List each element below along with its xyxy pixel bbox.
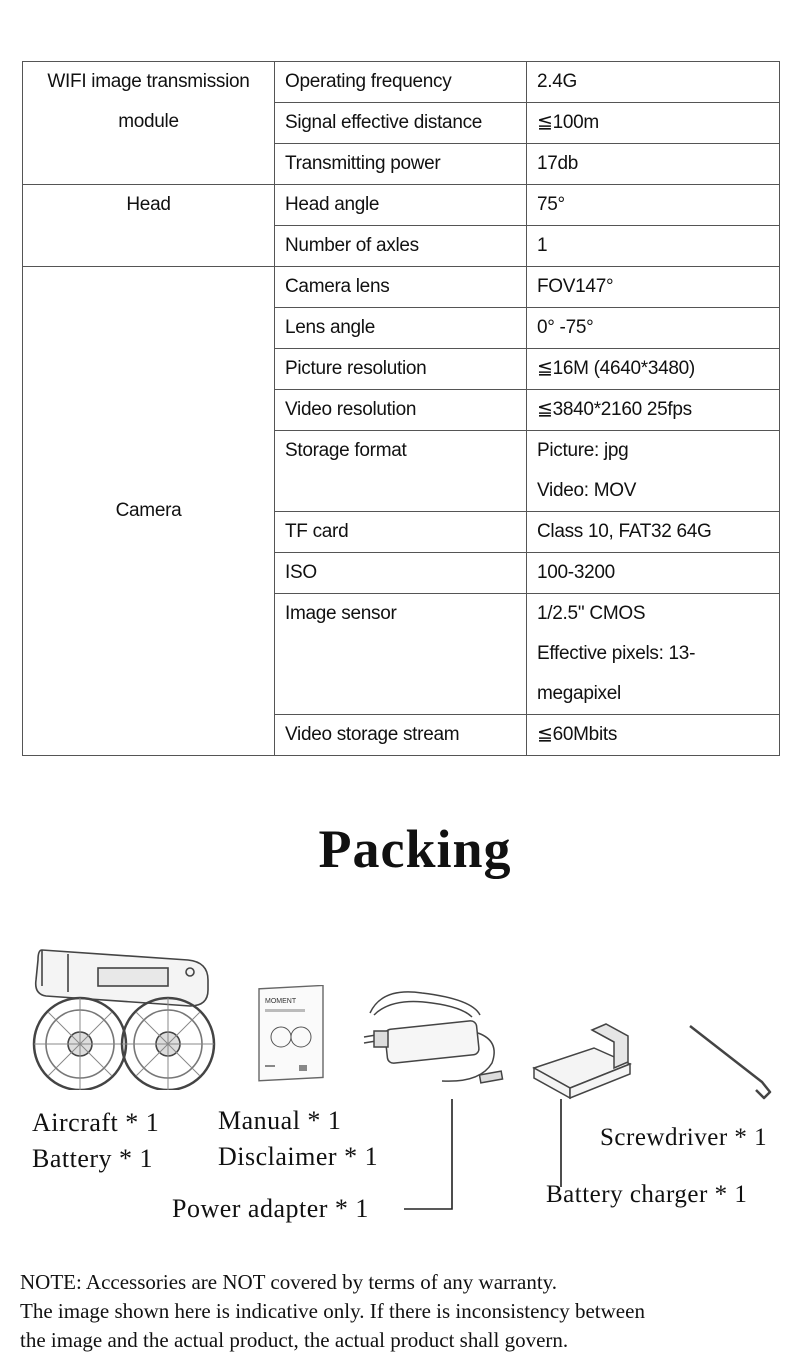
spec-param: ISO bbox=[275, 553, 527, 594]
label-manual: Manual * 1 bbox=[218, 1106, 342, 1135]
spec-value-line: Picture: jpg bbox=[537, 440, 629, 461]
spec-value-line: Effective pixels: 13-megapixel bbox=[537, 643, 696, 704]
spec-value: 0° -75° bbox=[527, 308, 780, 349]
spec-value bbox=[527, 594, 780, 715]
spec-value: 1 bbox=[527, 226, 780, 267]
label-aircraft: Aircraft * 1 bbox=[32, 1108, 160, 1137]
spec-group-name-line: module bbox=[118, 111, 179, 132]
label-screwdriver: Screwdriver * 1 bbox=[600, 1124, 768, 1151]
manual-illustration bbox=[255, 985, 327, 1083]
spec-param: Number of axles bbox=[275, 226, 527, 267]
spec-param: Video resolution bbox=[275, 390, 527, 431]
label-battery: Battery * 1 bbox=[32, 1144, 154, 1173]
spec-param: Signal effective distance bbox=[275, 103, 527, 144]
note-line-1: NOTE: Accessories are NOT covered by terms of any warranty. bbox=[20, 1270, 558, 1294]
spec-param: Head angle bbox=[275, 185, 527, 226]
spec-param bbox=[275, 431, 527, 512]
spec-value: ≦3840*2160 25fps bbox=[527, 390, 780, 431]
spec-param: Camera lens bbox=[275, 267, 527, 308]
spec-group-name bbox=[23, 267, 275, 756]
aircraft-illustration bbox=[28, 940, 218, 1090]
label-disclaimer: Disclaimer * 1 bbox=[218, 1142, 379, 1171]
spec-param: TF card bbox=[275, 512, 527, 553]
spec-value: ≦16M (4640*3480) bbox=[527, 349, 780, 390]
spec-value-line: Video: MOV bbox=[537, 480, 637, 501]
spec-param-text: Storage format bbox=[285, 440, 407, 461]
screwdriver-illustration bbox=[686, 1020, 776, 1100]
spec-param bbox=[275, 594, 527, 715]
spec-group-name-line: Camera bbox=[115, 500, 182, 521]
spec-group-name bbox=[23, 62, 275, 185]
label-battery-charger: Battery charger * 1 bbox=[546, 1181, 748, 1208]
spec-param: Operating frequency bbox=[275, 62, 527, 103]
spec-value-line: 1/2.5'' CMOS bbox=[537, 603, 646, 624]
spec-param: Lens angle bbox=[275, 308, 527, 349]
spec-group-name bbox=[23, 185, 275, 267]
spec-value: 17db bbox=[527, 144, 780, 185]
spec-param: Video storage stream bbox=[275, 715, 527, 756]
spec-value: ≦100m bbox=[527, 103, 780, 144]
spec-param-text: Image sensor bbox=[285, 603, 397, 624]
spec-value: 100-3200 bbox=[527, 553, 780, 594]
manual-cover-brand: MOMENT bbox=[265, 998, 297, 1005]
warranty-note bbox=[20, 1268, 800, 1355]
spec-value: ≦60Mbits bbox=[527, 715, 780, 756]
spec-table-body bbox=[23, 62, 780, 756]
power-adapter-illustration bbox=[362, 985, 512, 1095]
spec-param: Transmitting power bbox=[275, 144, 527, 185]
battery-charger-illustration bbox=[530, 1018, 635, 1100]
spec-group-name-line: WIFI image transmission bbox=[47, 71, 250, 92]
note-line-2: The image shown here is indicative only. If there is inconsistency between bbox=[20, 1299, 645, 1323]
spec-value: 2.4G bbox=[527, 62, 780, 103]
power-adapter-leader bbox=[404, 1099, 452, 1209]
note-line-3: the image and the actual product, the actual product shall govern. bbox=[20, 1328, 569, 1352]
spec-value bbox=[527, 431, 780, 512]
propeller-left bbox=[34, 998, 126, 1090]
spec-value: Class 10, FAT32 64G bbox=[527, 512, 780, 553]
spec-row bbox=[23, 185, 780, 226]
spec-row bbox=[23, 267, 780, 308]
spec-table bbox=[22, 61, 780, 756]
spec-value: 75° bbox=[527, 185, 780, 226]
packing-title: Packing bbox=[318, 819, 512, 879]
label-power-adapter: Power adapter * 1 bbox=[172, 1194, 369, 1223]
spec-value: FOV147° bbox=[527, 267, 780, 308]
spec-group-name-line: Head bbox=[126, 194, 171, 215]
propeller-right bbox=[122, 998, 214, 1090]
spec-row bbox=[23, 62, 780, 103]
spec-param: Picture resolution bbox=[275, 349, 527, 390]
